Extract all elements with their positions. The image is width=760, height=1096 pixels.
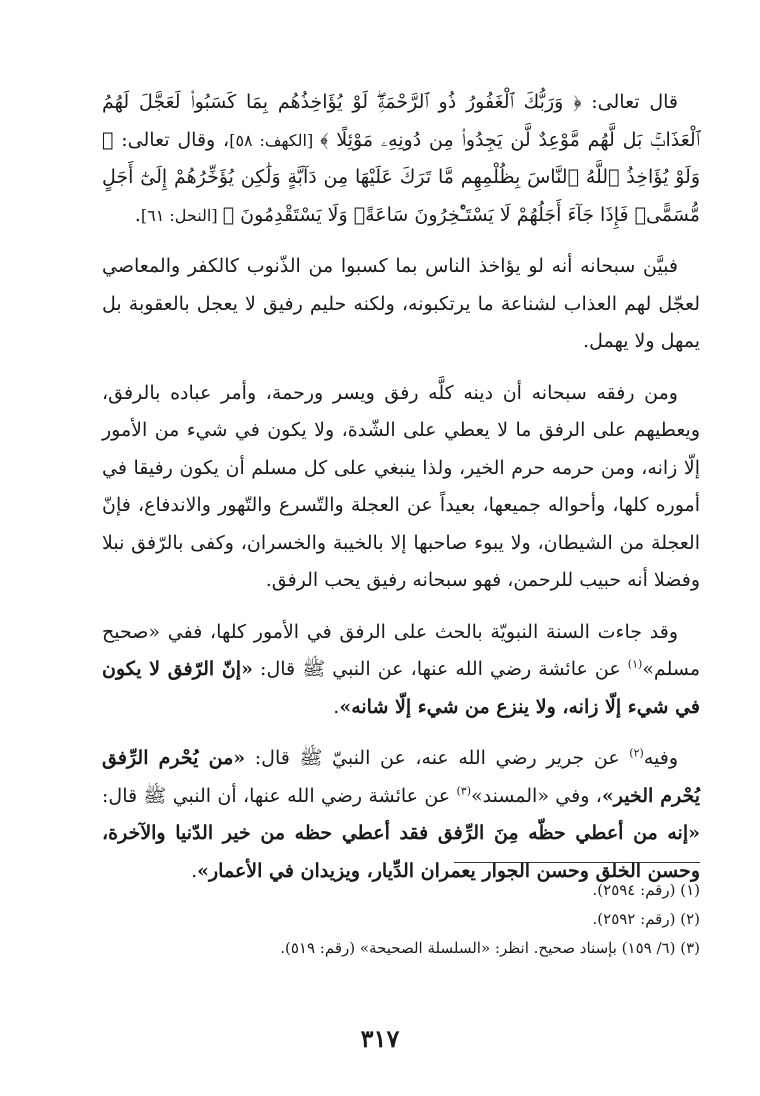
hadith-quote-muslim: «إنّ الرّفق لا يكون في شيء إلّا زانه، ولا ينزع من شيء إلّا شانه» [102, 658, 700, 718]
quran-verse-kahf: ﴿ وَرَبُّكَ ٱلْغَفُورُ ذُو ٱلرَّحْمَةِۖ لَوْ يُؤَاخِذُهُم بِمَا كَسَبُوا۟ لَعَجَّلَ لَهُمُ ٱلْعَذَابَۚ بَل لَّهُم مَّوْعِدٌ لَّن يَجِدُوا۟ مِن دُونِهِۦ مَوْئِلًا ﴾ [102, 91, 700, 151]
hadith-lead: وفيه [643, 747, 678, 769]
footnote-separator [454, 862, 700, 863]
paragraph-gentleness: ومن رفقه سبحانه أن دينه كلَّه رفق ويسر ورحمة، وأمر عباده بالرفق، ويعطيهم على الرفق ما لا يعطي على الشّدة، ولا يكون في شيء من الأمور إلّا زانه، ومن حرمه حرم الخير، ولذا ينبغي على كل مسلم أن يكون رفيقا في أموره كلها، وأحواله جميعها، بعيداً عن العجلة والتّسرع والتّهور والاندفاع، فإنّ العجلة من الشيطان، ولا يبوء صاحبها إلا بالخيبة والخسران، وكفى بالرّفق نبلا وفضلا أنه حبيب للرحمن، فهو سبحانه رفيق يحب الرفق. [102, 381, 700, 591]
quran-verse-nahl: ﴿ وَلَوْ يُؤَاخِذُ ٱللَّهُ ٱلنَّاسَ بِظُلْمِهِم مَّا تَرَكَ عَلَيْهَا مِن دَآبَّةٍ وَلَٰكِن يُؤَخِّرُهُمْ إِلَىٰٓ أَجَلٍ مُّسَمًّىۖ فَإِذَا جَآءَ أَجَلُهُمْ لَا يَسْتَـْٔخِرُونَ سَاعَةًۖ وَلَا يَسْتَقْدِمُونَ ﴾ [102, 128, 700, 226]
sunnah-lead: وقد جاءت السنة النبويّة بالحث على الرفق في الأمور كلها، ففي «صحيح مسلم» [102, 620, 700, 680]
verse-reference-kahf: [الكهف: ٥٨] [229, 130, 321, 150]
footnotes [100, 876, 700, 963]
page-number: ٣١٧ [360, 1024, 400, 1053]
footnote-marker-1[interactable]: (١) [627, 657, 643, 671]
paragraph-more-hadith [102, 740, 700, 890]
musnad-lead: ، وفي «المسند» [471, 784, 602, 807]
hadith-quote-musnad: «إنه من أعطي حظّه مِنَ الرِّفق فقد أعطي حظه من خير الدّنيا والآخرة، وحسن الخلق وحسن الجوار يعمران الدِّيار، ويزيدان في الأعمار» [102, 822, 700, 882]
hadith-quote-jarir: «من يُحْرم الرِّفق يُحْرم الخير» [102, 747, 701, 807]
footnote-1: (١) (رقم: ٢٥٩٤). [592, 881, 700, 899]
footnote-marker-2[interactable]: (٢) [629, 746, 644, 760]
footnote-marker-3[interactable]: (٣) [456, 784, 471, 798]
footnote-3: (٣) (٦/ ١٥٩) بإسناد صحيح. انظر: «السلسلة الصحيحة» (رقم: ٥١٩). [280, 939, 700, 957]
footnote-2: (٢) (رقم: ٢٥٩٢). [592, 910, 700, 928]
paragraph-quran-verses [102, 84, 700, 234]
verse-connector: ، وقال تعالى: [113, 128, 230, 151]
paragraph-end: . [191, 859, 198, 882]
verse-reference-nahl: [النحل: ٦١] [140, 205, 223, 225]
page-body [102, 84, 700, 904]
hadith-narrator-aisha: عن عائشة رضي الله عنها، أن النبي ﷺ قال: [102, 784, 457, 807]
verse-intro: قال تعالى: [581, 91, 679, 113]
paragraph-explanation: فبيَّن سبحانه أنه لو يؤاخذ الناس بما كسبوا من الذّنوب كالكفر والمعاصي لعجّل لهم العذاب لشناعة ما يرتكبونه، ولكنه حليم رفيق لا يعجل بالعقوبة بل يمهل ولا يهمل. [102, 255, 700, 352]
paragraph-end: . [333, 695, 340, 718]
paragraph-sunnah [102, 614, 700, 727]
paragraph-end: . [134, 203, 141, 226]
sunnah-narrator: عن عائشة رضي الله عنها، عن النبي ﷺ قال: [252, 658, 628, 680]
hadith-narrator-jarir: عن جرير رضي الله عنه، عن النبيّ ﷺ قال: [245, 747, 630, 769]
